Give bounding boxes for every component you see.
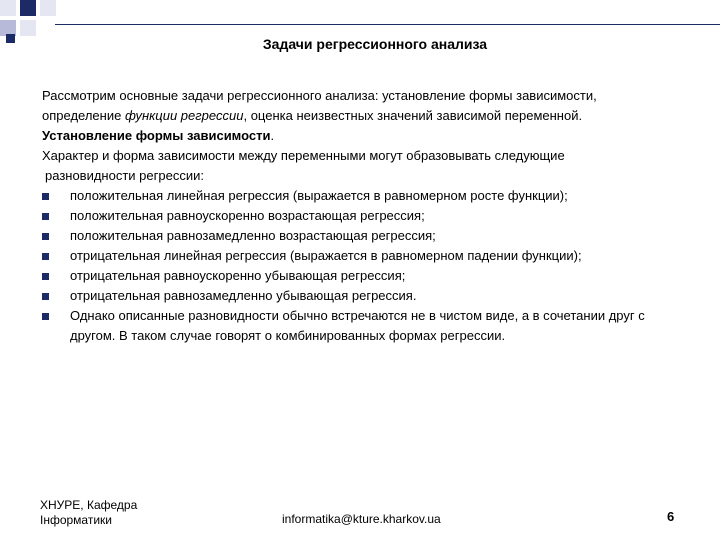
list-item	[42, 286, 662, 306]
list-item-text: положительная равноускоренно возрастающая регрессия;	[70, 208, 425, 223]
header-divider	[55, 24, 720, 25]
square-bullet-icon	[42, 273, 49, 280]
section-heading	[42, 126, 662, 146]
list-item-text: Однако описанные разновидности обычно встречаются не в чистом виде, а в сочетании друг с другом. В таком случае говорят о комбинированных формах регрессии.	[70, 308, 645, 343]
square-bullet-icon	[42, 253, 49, 260]
slide-title: Задачи регрессионного анализа	[262, 36, 488, 52]
list-item	[42, 206, 662, 226]
list-item-text: положительная линейная регрессия (выражается в равномерном росте функции);	[70, 188, 568, 203]
square-bullet-icon	[42, 193, 49, 200]
intro-line-2-end: , оценка неизвестных значений зависимой переменной.	[243, 108, 583, 123]
square-bullet-icon	[42, 293, 49, 300]
list-item	[42, 226, 662, 246]
section-heading-text: Установление формы зависимости	[42, 128, 271, 143]
list-item-text: отрицательная линейная регрессия (выражается в равномерном падении функции);	[70, 248, 582, 263]
list-item	[42, 246, 662, 266]
square-bullet-icon	[42, 233, 49, 240]
intro-line-1: Рассмотрим основные задачи регрессионного анализа: установление формы зависимости,	[42, 88, 597, 103]
square-bullet-icon	[42, 213, 49, 220]
page-number: 6	[667, 509, 675, 524]
section-heading-suffix: .	[270, 128, 275, 143]
footer-org-line-1: ХНУРЕ, Кафедра	[40, 498, 138, 512]
footer-org-line-2: Інформатики	[40, 513, 112, 527]
list-item	[42, 266, 662, 286]
list-item-text: отрицательная равноускоренно убывающая регрессия;	[70, 268, 406, 283]
list-item-text: положительная равнозамедленно возрастающая регрессия;	[70, 228, 436, 243]
lead-line-2: разновидности регрессии:	[45, 168, 204, 183]
regression-types-list	[42, 186, 662, 346]
list-item	[42, 306, 662, 346]
square-bullet-icon	[42, 313, 49, 320]
list-item	[42, 186, 662, 206]
footer-email: informatika@kture.kharkov.ua	[282, 512, 441, 526]
intro-line-2-start: определение	[42, 108, 125, 123]
list-item-text: отрицательная равнозамедленно убывающая регрессия.	[70, 288, 417, 303]
slide-body	[42, 86, 662, 346]
intro-italic-term: функции регрессии	[124, 108, 244, 123]
lead-line-1: Характер и форма зависимости между переменными могут образовывать следующие	[42, 148, 565, 163]
footer-organization	[40, 498, 137, 528]
intro-line-2	[42, 106, 662, 126]
